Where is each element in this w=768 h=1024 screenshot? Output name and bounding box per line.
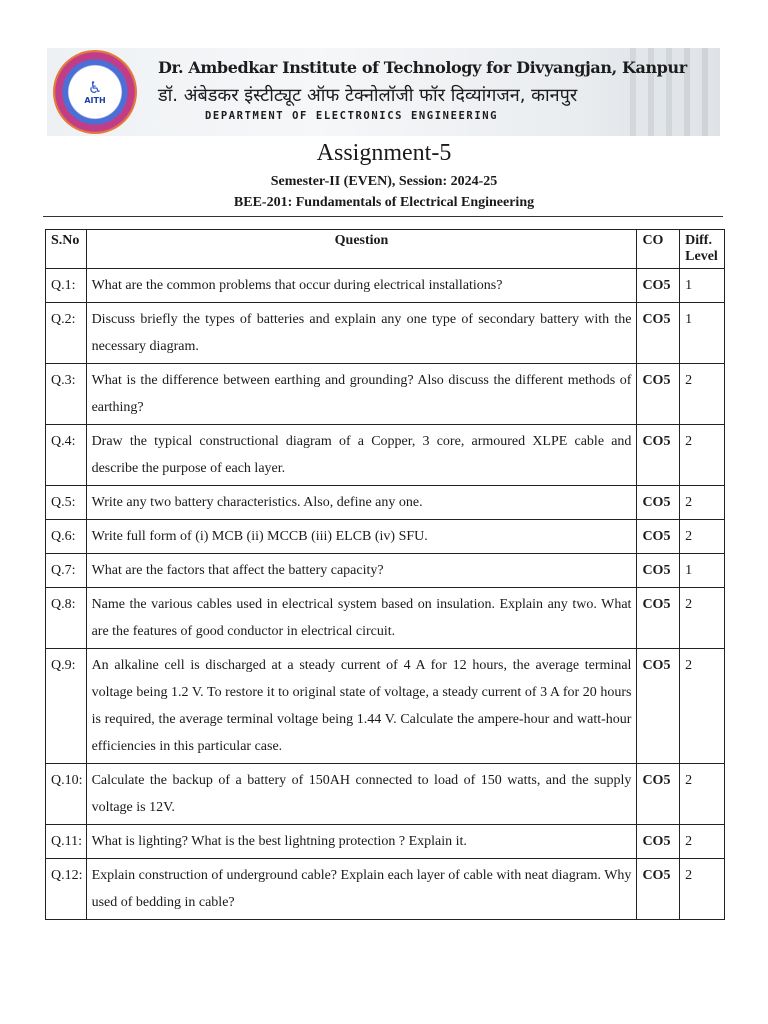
question-text: Calculate the backup of a battery of 150AH connected to load of 150 watts, and the supply voltage is 12V. (86, 764, 637, 825)
institute-name-english: Dr. Ambedkar Institute of Technology for Divyangjan, Kanpur (158, 58, 687, 77)
difficulty-level: 2 (680, 364, 725, 425)
question-text: What are the common problems that occur during electrical installations? (86, 269, 637, 303)
institute-name-hindi: डॉ. अंबेडकर इंस्टीट्यूट ऑफ टेक्नोलॉजी फॉर दिव्यांगजन, कानपुर (158, 85, 578, 106)
semester-session: Semester-II (EVEN), Session: 2024-25 (270, 174, 498, 189)
divider (43, 216, 723, 217)
course-outcome: CO5 (637, 303, 680, 364)
difficulty-level: 2 (680, 486, 725, 520)
table-row (46, 554, 725, 588)
table-row (46, 486, 725, 520)
question-number: Q.3: (46, 364, 87, 425)
difficulty-level: 2 (680, 764, 725, 825)
course-outcome: CO5 (637, 554, 680, 588)
wheelchair-icon: ♿ (87, 77, 103, 97)
question-number: Q.9: (46, 649, 87, 764)
table-row (46, 588, 725, 649)
difficulty-level: 1 (680, 269, 725, 303)
question-number: Q.1: (46, 269, 87, 303)
question-text: An alkaline cell is discharged at a steady current of 4 A for 12 hours, the average terminal voltage being 1.2 V. To restore it to original state of voltage, a steady current of 3 A for 20 hours is required, the average terminal voltage being 1.44 V. Calculate the ampere-hour and watt-hour efficiencies in this particular case. (86, 649, 637, 764)
question-text: What are the factors that affect the battery capacity? (86, 554, 637, 588)
course-outcome: CO5 (637, 649, 680, 764)
column-header-co: CO (637, 230, 680, 269)
question-number: Q.2: (46, 303, 87, 364)
course-outcome: CO5 (637, 486, 680, 520)
course-outcome: CO5 (637, 859, 680, 920)
course-outcome: CO5 (637, 825, 680, 859)
question-number: Q.8: (46, 588, 87, 649)
question-number: Q.10: (46, 764, 87, 825)
question-text: What is lighting? What is the best lightning protection ? Explain it. (86, 825, 637, 859)
question-text: Draw the typical constructional diagram of a Copper, 3 core, armoured XLPE cable and describe the purpose of each layer. (86, 425, 637, 486)
question-number: Q.12: (46, 859, 87, 920)
table-row (46, 364, 725, 425)
institute-banner (47, 48, 720, 136)
difficulty-level: 2 (680, 859, 725, 920)
table-row (46, 303, 725, 364)
course-outcome: CO5 (637, 520, 680, 554)
table-row (46, 269, 725, 303)
course-outcome: CO5 (637, 764, 680, 825)
logo-text: AITH (84, 95, 106, 105)
table-row (46, 859, 725, 920)
course-outcome: CO5 (637, 364, 680, 425)
course-outcome: CO5 (637, 588, 680, 649)
column-header-sno: S.No (46, 230, 87, 269)
course-outcome: CO5 (637, 269, 680, 303)
difficulty-level: 2 (680, 520, 725, 554)
difficulty-level: 2 (680, 588, 725, 649)
question-text: Write any two battery characteristics. Also, define any one. (86, 486, 637, 520)
department-name: DEPARTMENT OF ELECTRONICS ENGINEERING (205, 110, 499, 122)
table-row (46, 825, 725, 859)
table-header-row (46, 230, 725, 269)
difficulty-level: 1 (680, 303, 725, 364)
question-text: Name the various cables used in electrical system based on insulation. Explain any two. What are the features of good conductor in electrical circuit. (86, 588, 637, 649)
course-outcome: CO5 (637, 425, 680, 486)
question-text: What is the difference between earthing and grounding? Also discuss the different methods of earthing? (86, 364, 637, 425)
question-number: Q.7: (46, 554, 87, 588)
table-row (46, 764, 725, 825)
question-number: Q.4: (46, 425, 87, 486)
difficulty-level: 2 (680, 649, 725, 764)
institute-logo (53, 50, 137, 134)
table-row (46, 425, 725, 486)
difficulty-level: 2 (680, 425, 725, 486)
column-header-question: Question (86, 230, 637, 269)
assignment-title: Assignment-5 (316, 140, 452, 166)
question-text: Write full form of (i) MCB (ii) MCCB (iii) ELCB (iv) SFU. (86, 520, 637, 554)
table-row (46, 520, 725, 554)
column-header-level: Diff. Level (680, 230, 725, 269)
question-text: Explain construction of underground cable? Explain each layer of cable with neat diagram. Why used of bedding in cable? (86, 859, 637, 920)
question-number: Q.6: (46, 520, 87, 554)
question-number: Q.5: (46, 486, 87, 520)
difficulty-level: 1 (680, 554, 725, 588)
difficulty-level: 2 (680, 825, 725, 859)
question-number: Q.11: (46, 825, 87, 859)
questions-table (45, 229, 725, 920)
question-text: Discuss briefly the types of batteries and explain any one type of secondary battery with the necessary diagram. (86, 303, 637, 364)
table-row (46, 649, 725, 764)
course-name: BEE-201: Fundamentals of Electrical Engineering (233, 195, 535, 210)
